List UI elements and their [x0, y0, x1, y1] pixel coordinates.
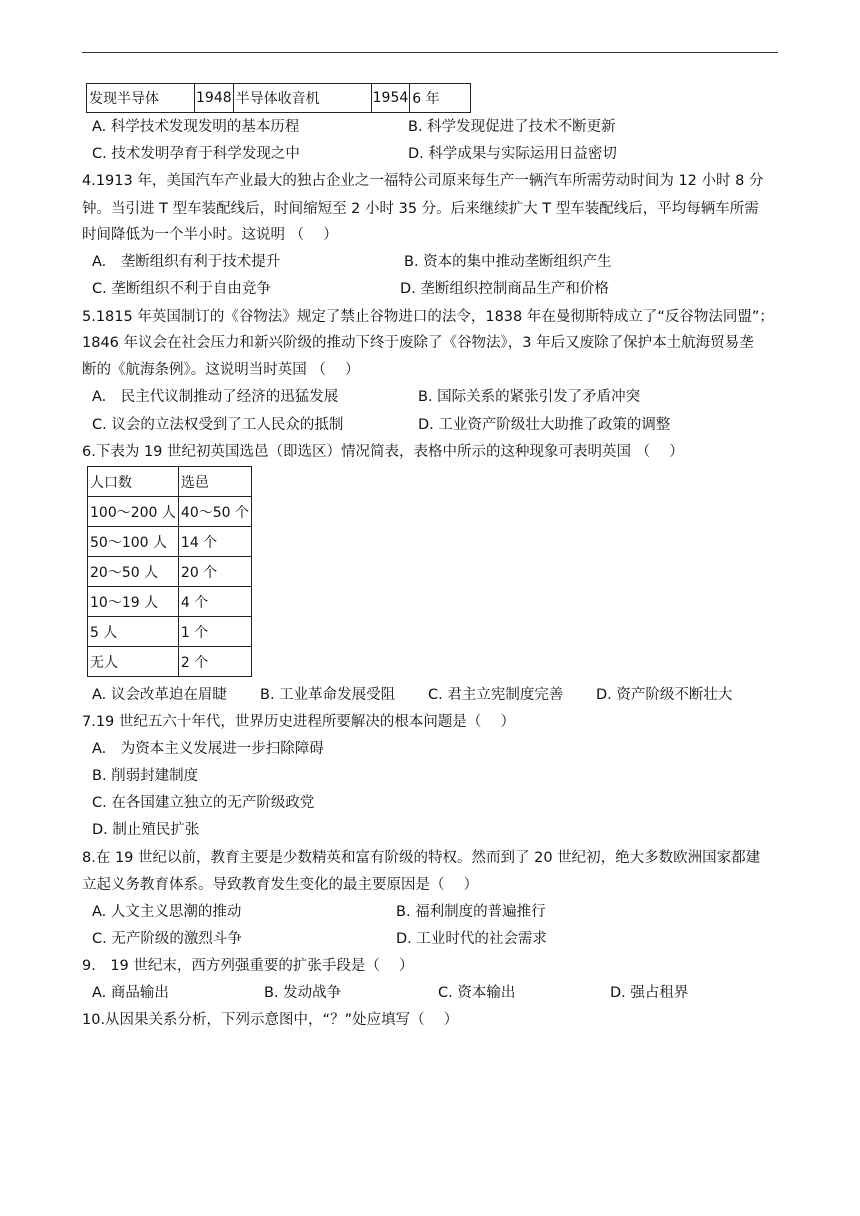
- question-5-line: 5.1815 年英国制订的《谷物法》规定了禁止谷物进口的法令，1838 年在曼彻斯特成立了“反谷物法同盟”；: [82, 309, 774, 325]
- table-cell: 2 个: [178, 647, 251, 677]
- question-6-stem: 6.下表为 19 世纪初英国选邑（即选区）情况简表，表格中所示的这种现象可表明英国 （ ）: [82, 444, 684, 460]
- table-cell: 5 人: [88, 617, 179, 647]
- table-cell: 无人: [88, 647, 179, 677]
- invention-table: [86, 83, 471, 113]
- option-c: C. 君主立宪制度完善: [428, 687, 564, 703]
- option-c: C. 在各国建立独立的无产阶级政党: [92, 795, 315, 811]
- option-c: C. 无产阶级的激烈斗争: [92, 931, 242, 947]
- option-a: A. 垄断组织有利于技术提升: [92, 254, 281, 270]
- option-c: C. 资本输出: [438, 985, 516, 1001]
- question-9-stem: 9. 19 世纪末，西方列强重要的扩张手段是（ ）: [82, 958, 414, 974]
- question-4-line: 钟。当引进 T 型车装配线后，时间缩短至 2 小时 35 分。后来继续扩大 T 型车装配线后，平均每辆车所需: [82, 201, 759, 217]
- option-c: C. 技术发明孕育于科学发现之中: [92, 146, 300, 162]
- table-cell: 1948: [195, 84, 234, 113]
- table-cell: 发现半导体: [87, 84, 195, 113]
- option-d: D. 资产阶级不断壮大: [596, 687, 733, 703]
- table-cell: 100～200 人: [88, 497, 179, 527]
- option-d: D. 强占租界: [610, 985, 689, 1001]
- option-b: B. 发动战争: [264, 985, 342, 1001]
- table-cell: 半导体收音机: [233, 84, 371, 113]
- table-header-cell: 选邑: [178, 467, 251, 497]
- question-4-line: 时间降低为一个半小时。这说明 （ ）: [82, 227, 338, 243]
- header-rule: [82, 52, 778, 53]
- option-a: A. 民主代议制推动了经济的迅猛发展: [92, 389, 339, 405]
- option-b: B. 削弱封建制度: [92, 768, 199, 784]
- table-cell: 4 个: [178, 587, 251, 617]
- question-8-line: 立起义务教育体系。导致教育发生变化的最主要原因是（ ）: [82, 877, 479, 893]
- question-5-line: 1846 年议会在社会压力和新兴阶级的推动下终于废除了《谷物法》，3 年后又废除了保护本土航海贸易垄: [82, 335, 754, 351]
- option-a: A. 商品输出: [92, 985, 169, 1001]
- option-d: D. 工业资产阶级壮大助推了政策的调整: [418, 417, 671, 433]
- option-b: B. 科学发现促进了技术不断更新: [408, 119, 616, 135]
- table-cell: 50～100 人: [88, 527, 179, 557]
- option-d: D. 科学成果与实际运用日益密切: [408, 146, 617, 162]
- option-a: A. 人文主义思潮的推动: [92, 904, 242, 920]
- option-d: D. 垄断组织控制商品生产和价格: [400, 281, 609, 297]
- option-d: D. 工业时代的社会需求: [396, 931, 547, 947]
- question-10-stem: 10.从因果关系分析，下列示意图中，“？”处应填写（ ）: [82, 1012, 459, 1028]
- table-cell: 20～50 人: [88, 557, 179, 587]
- option-a: A. 为资本主义发展进一步扫除障碍: [92, 741, 324, 757]
- table-cell: 1 个: [178, 617, 251, 647]
- option-b: B. 资本的集中推动垄断组织产生: [404, 254, 612, 270]
- option-c: C. 议会的立法权受到了工人民众的抵制: [92, 417, 344, 433]
- option-b: B. 福利制度的普遍推行: [396, 904, 546, 920]
- table-header-cell: 人口数: [88, 467, 179, 497]
- option-d: D. 制止殖民扩张: [92, 822, 200, 838]
- question-8-line: 8.在 19 世纪以前，教育主要是少数精英和富有阶级的特权。然而到了 20 世纪初，绝大多数欧洲国家都建: [82, 850, 761, 866]
- constituency-table: [87, 466, 252, 677]
- option-b: B. 工业革命发展受阻: [260, 687, 396, 703]
- table-cell: 6 年: [410, 84, 471, 113]
- question-4-line: 4.1913 年，美国汽车产业最大的独占企业之一福特公司原来每生产一辆汽车所需劳动时间为 12 小时 8 分: [82, 173, 764, 189]
- table-cell: 20 个: [178, 557, 251, 587]
- table-cell: 40～50 个: [178, 497, 251, 527]
- question-5-line: 断的《航海条例》。这说明当时英国 （ ）: [82, 362, 360, 378]
- option-a: A. 科学技术发现发明的基本历程: [92, 119, 300, 135]
- table-cell: 14 个: [178, 527, 251, 557]
- question-7-stem: 7.19 世纪五六十年代，世界历史进程所要解决的根本问题是（ ）: [82, 714, 516, 730]
- option-c: C. 垄断组织不利于自由竞争: [92, 281, 271, 297]
- option-b: B. 国际关系的紧张引发了矛盾冲突: [418, 389, 641, 405]
- table-cell: 1954: [371, 84, 410, 113]
- table-cell: 10～19 人: [88, 587, 179, 617]
- option-a: A. 议会改革迫在眉睫: [92, 687, 227, 703]
